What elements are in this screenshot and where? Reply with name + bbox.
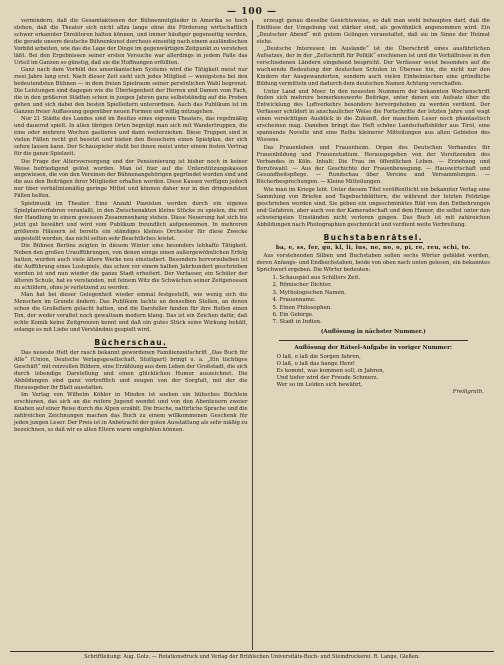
article-paragraph: Die Bühnen Berlins zeigten in diesem Winter eine besonders lebhafte Tätigkeit. Neben den großen Uraufführungen, von denen einige einen außergewöhnlichen Erfolg hatten, wurden auch viele ältere Werke neu einstudiert. Besonders hervorzuheben ist die Aufführung eines Lustspiels, das schon vor einem halben Jahrhundert geschrieben worden ist und nun wieder die ganze Stadt erheitert. Der Verfasser, ein Schüler der älteren Schule, hat es verstanden, mit feinem Witz die Schwächen seiner Zeitgenossen zu schildern, ohne je verletzend zu werden. xyxy=(14,243,248,291)
poem-signature: Freiligrath. xyxy=(452,389,484,396)
solution-poem xyxy=(277,354,491,397)
puzzle-clue: 6. Ein Gebirge. xyxy=(272,311,314,318)
puzzle-clue: 5. Einen Philosophen. xyxy=(272,304,332,311)
article-paragraph: Das Frauenleben und Frauenheim. Organ des Deutschen Verbandes für Frauenbildung und Frauenstudium. Herausgegeben von der Vorsitzenden des Verbandes in Köln. Inhalt: Die Frau im öffentlichen Leben. — Erziehung und Berufswahl. — Aus der Geschichte der Frauenbewegung. — Hauswirtschaft und Gesundheitspflege. — Rundschau über Vereine und Versammlungen. — Bücherbesprechungen. — Kleine Mitteilungen. xyxy=(256,144,490,186)
article-paragraph: „Deutsche Interessen im Auslande“ ist die Überschrift eines ausführlichen Aufsatzes, der in der „Zeitschrift für Politik“ erschienen ist und die Verhältnisse in den verschiedenen Ländern eingehend bespricht. Der Verfasser weist besonders auf die wachsende Bedeutung der deutschen Schulen in Übersee hin, die nicht nur den Kindern der Ausgewanderten, sondern auch vielen Einheimischen eine gründliche Bildung vermitteln und dadurch dem deutschen Namen Achtung verschaffen. xyxy=(256,46,490,88)
left-column xyxy=(10,18,252,650)
divider-rule xyxy=(279,340,469,341)
article-paragraph: Die Frage der Altersversorgung und der Pensionierung ist bisher noch in keiner Weise befriedigend gelöst worden. Man ist hier auf die Unterstützungskassen angewiesen, die von den Vereinen der Bühnenangehörigen gegründet worden sind und die aus den Beiträgen ihrer Mitglieder erhalten werden. Diese Kassen verfügen jedoch nur über verhältnismäßig geringe Mittel und können daher nur in den dringendsten Fällen helfen. xyxy=(14,158,248,200)
solution-title: Auflösung der Rätsel-Aufgabe in voriger Nummer: xyxy=(294,345,453,352)
puzzle-clue: 7. Stadt in Indien. xyxy=(272,319,322,326)
page-number: — 100 — xyxy=(226,7,278,17)
article-paragraph: Unter Land und Meer. In den neuesten Nummern der bekannten Wochenschrift finden sich mehrere bemerkenswerte Beiträge, unter denen ein Aufsatz über die Entwicklung des Luftverkehrs besonders hervorgehoben zu werden verdient. Der Verfasser schildert in anschaulicher Weise die Fortschritte der letzten Jahre und wagt einen vorsichtigen Ausblick in die Zukunft, der manchem Leser noch phantastisch erscheinen mag. Daneben bringt das Heft schöne Landschaftsbilder aus Tirol, eine spannende Novelle und eine Reihe kleinerer Mitteilungen aus allen Gebieten des Wissens. xyxy=(256,88,490,144)
right-column xyxy=(253,18,495,650)
article-paragraph: Wie man im Kriege lebt. Unter diesem Titel veröffentlicht ein bekannter Verlag eine Sammlung von Briefen und Tagebuchblättern, die während der letzten Feldzüge geschrieben worden sind. Sie geben ein ungeschminktes Bild von den Entbehrungen und Gefahren, aber auch von der Kameradschaft und dem Humor, die selbst unter den schwierigsten Umständen nicht verloren gingen. Das Buch ist mit zahlreichen Abbildungen nach Photographien geschmückt und verdient weite Verbreitung. xyxy=(256,186,490,228)
puzzle-clue: 4. Frauenname. xyxy=(272,297,316,304)
puzzle-clue-list xyxy=(273,275,491,327)
poem-line: O laß, o laß das bange Herz! xyxy=(276,360,355,367)
puzzle-answer-hint: (Auflösung in nächster Nummer.) xyxy=(320,328,426,335)
puzzle-intro: Aus vorstehenden Silben und Buchstaben sollen sechs Wörter gebildet werden, deren Anfangs- und Endbuchstaben, beide von oben nach unten gelesen, ein bekanntes Sprichwort ergeben. Die Wörter bedeuten: xyxy=(256,253,490,273)
poem-line: O laß, o laß die Sorgen fahren, xyxy=(276,353,361,360)
review-paragraph: Im Verlag von Wilhelm Köhler in Minden ist soeben ein hübsches Büchlein erschienen, das sich an die reifere Jugend wendet und von den Abenteuern zweier Knaben auf einer Reise durch die Alpen erzählt. Die frische, natürliche Sprache und die zahlreichen Zeichnungen machen das Buch zu einem willkommenen Geschenk für jeden jungen Leser. Der Preis ist in Anbetracht der guten Ausstattung als sehr mäßig zu bezeichnen, so daß wir es allen Eltern warm empfehlen können. xyxy=(14,392,248,433)
poem-line: Und tiefer wird der Freude Schmerz. xyxy=(276,375,379,382)
puzzle-syllables: ba, e, ss, fer, gu, kl, li, lus, ne, no, o, pi, re, reu, schi, to. xyxy=(275,244,471,251)
puzzle-clue: 2. Römischer Dichter. xyxy=(272,282,332,289)
article-paragraph: erzeugt genau dieselbe Gesichtsweise, so daß man wohl behaupten darf, daß die Einflüsse der Umgebung viel stärker sind, als gewöhnlich angenommen wird. Ein „Deutscher Abend“ mit gutem Gelingen veranstaltet, daß sie im Sinne der Heimat stehe. xyxy=(256,18,490,45)
puzzle-clue: 1. Schauspiel aus Schillers Zeit. xyxy=(272,274,361,281)
article-paragraph: Nur 21 Städte des Landes sind im Besitze eines eigenen Theaters, das regelmäßig und dauernd spielt. In allen übrigen Orten begnügt man sich mit Wandertruppen, die eine oder mehrere Wochen gastieren und dann weiterziehen. Diese Truppen sind in vielen Fällen recht gut besetzt und bieten den Besuchern einen Spielplan, der sich sehen lassen kann. Der Schauspieler steht bei ihnen meist unter einem festen Vertrag für die ganze Spielzeit. xyxy=(14,116,248,158)
article-paragraph: Spielmusik im Theater. Eine Anzahl Pianisten werden durch ein eigenes Spielplanverfahren veranlaßt, in den Zwischenakten kleine Stücke zu spielen, die mit der Handlung in einem gewissen Zusammenhang stehen. Diese Neuerung hat sich bis jetzt gut bewährt und wird vom Publikum freundlich aufgenommen. In mehreren größeren Häusern ist bereits ein ständiges kleines Orchester für diese Zwecke angestellt worden, das nicht selten sehr Beachtliches leistet. xyxy=(14,200,248,242)
review-paragraph: Das neueste Heft der rasch bekannt gewordenen Familienzeitschrift „Das Buch für Alle“ (Union, Deutsche Verlagsgesellschaft, Stuttgart) bringt u. a. „Ein tüchtiges Geschäft“ mit reizvollen Bildern, eine Erzählung aus dem Leben der Großstadt, die sich durch lebendige Darstellung und einen glücklichen Humor auszeichnet. Die Abbildungen sind ganz vortrefflich und zeugen von der Sorgfalt, mit der die Herausgeber ihr Blatt ausstatten. xyxy=(14,349,248,391)
article-paragraph: vermindern, daß die Gesamtaktionen der Bühnenmitglieder in Amerika so hoch stehen, daß die Theater sich nicht allzu lange ohne die Förderung wirtschaftlich schwer erkannter Direktoren halten können, und immer häufiger gegenseitig werden, die gerade unsere deutsche Bühnenkunst durchaus einseitig nach einem ausländischen Vorbild arbeiten, wie das die Lage der Dinge im gegenwärtigen Zeitpunkt zu verstehen läßt. Bei den Ergebnissen seiner ersten Versuche war allerdings in jedem Falle das Urteil im Ganzen so günstig, daß sie die Hoffnungen erfüllten. xyxy=(14,18,248,66)
article-paragraph: Ganz nach dem Vorbild des amerikanischen Systems wird die Tätigkeit meist nur zwei Jahre lang erst. Nach dieser Zeit sieht sich jedes Mitglied — wenigstens bei den bedeutendsten Bühnen — in dem freien Spielraum seiner persönlichen Wahl begrenzt. Die Leistungen sind dagegen wie die Überlegenheit der Herren und Damen vom Fach, die in den größeren Städten schon in jungen Jahren ganz selbstständig auf die Proben gehen und sich dabei den besten Spielleitern unterordnen. Auch das Publikum ist im Ganzen freier Auffassung gegenüber neuen Formen und willig mitzugehen. xyxy=(14,67,248,115)
section-title-puzzle xyxy=(257,233,491,242)
section-title-text: Buchstabenrätsel. xyxy=(323,232,423,242)
article-paragraph: Man hat bei dieser Gelegenheit wieder einmal festgestellt, wie wenig sich die Menschen im Grunde ändern. Das Publikum lachte an denselben Stellen, an denen schon die Großeltern gelacht hatten, und die Darsteller fanden für ihre Rollen einen Ton, der weder veraltet noch gewaltsam modern klang. Das ist ein Zeichen dafür, daß echte Komik keine Zeitgrenzen kennt und daß ein gutes Stück seine Wirkung behält, solange es mit Liebe und Verständnis gespielt wird. xyxy=(14,292,248,333)
puzzle-clue: 3. Mythologischen Namen. xyxy=(272,289,347,296)
columns xyxy=(10,18,494,650)
poem-line: Wer so im Leiden sich bewährt, xyxy=(276,382,363,389)
section-title-text: Bücherschau. xyxy=(94,337,168,347)
page-footer: Schriftleitung: Aug. Gotz. — Rotationsdruck und Verlag der Brühlschen Universitäts-Buch- und Steindruckerei. R. Lange, Gießen. xyxy=(10,651,494,661)
section-title-buecherschau xyxy=(14,338,248,347)
poem-line: Es kommt, was kommen soll, in Jahren, xyxy=(276,367,385,374)
